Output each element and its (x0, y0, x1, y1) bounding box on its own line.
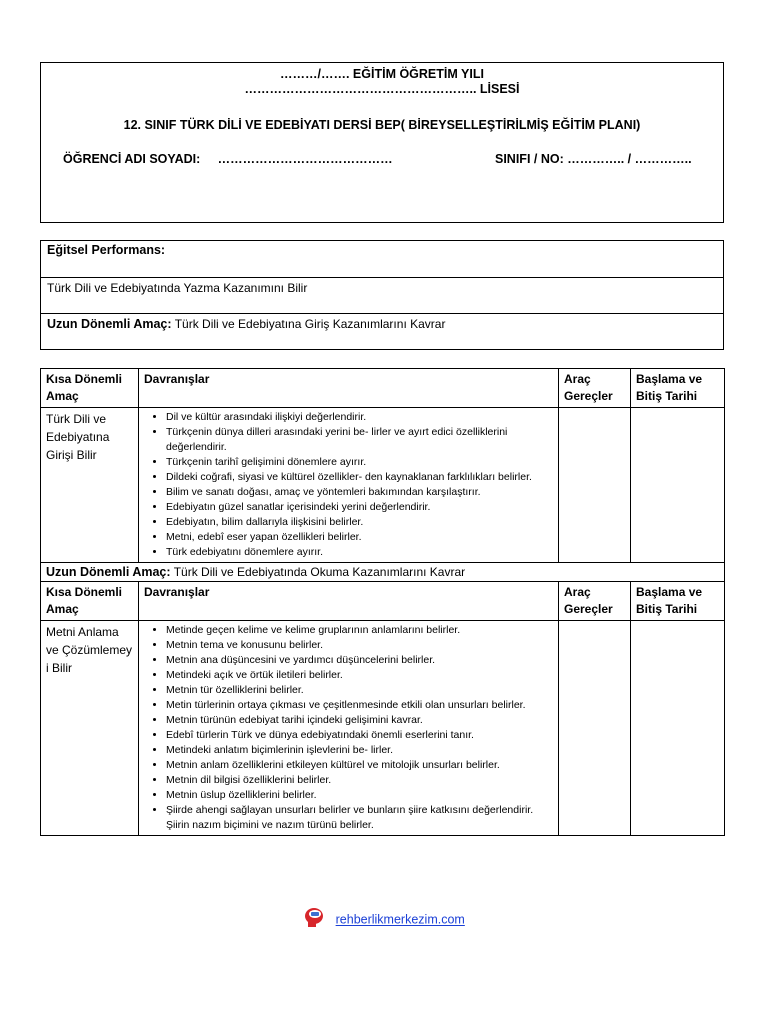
behavior-item: • Metnin anlam özelliklerini etkileyen kültürel ve mitolojik unsurları belirler. (166, 758, 553, 773)
dates-cell (631, 621, 725, 836)
school-name-line: ……………………………………………….. LİSESİ (244, 82, 520, 96)
behaviors-cell (139, 408, 559, 563)
behavior-item: • Metnin dil bilgisi özelliklerini belirler. (166, 773, 553, 788)
behavior-item: • Dil ve kültür arasındaki ilişkiyi değerlendirir. (166, 410, 553, 425)
plan-title: 12. SINIF TÜRK DİLİ VE EDEBİYATI DERSİ BEP( BİREYSELLEŞTİRİLMİŞ EĞİTİM PLANI) (123, 118, 641, 132)
behavior-item: • Şiirde ahengi sağlayan unsurları belirler ve bunların şiire katkısını değerlendirir. Şiirin nazım biçimini ve nazım türünü belirler. (166, 803, 553, 833)
table-header-row (41, 369, 725, 408)
plan-table (40, 368, 725, 836)
website-link[interactable]: rehberlikmerkezim.com (335, 912, 465, 927)
student-name-value: …………………………………… (217, 152, 393, 166)
student-name-label: ÖĞRENCİ ADI SOYADI: (63, 152, 201, 166)
header-tools: Araç Gereçler (559, 582, 631, 621)
long-term-goal-row (41, 563, 725, 582)
behavior-item: • Metnin türünün edebiyat tarihi içindeki gelişimini kavrar. (166, 713, 553, 728)
behavior-item: • Metnin tür özelliklerini belirler. (166, 683, 553, 698)
table-row (41, 408, 725, 563)
plan-header (40, 62, 724, 223)
behavior-item: • Metindeki açık ve örtük iletileri belirler. (166, 668, 553, 683)
student-name-field (63, 152, 393, 166)
tools-cell (559, 408, 631, 563)
behavior-item: • Türk edebiyatını dönemlere ayırır. (166, 545, 553, 560)
behavior-item: • Metnin ana düşüncesini ve yardımcı düşüncelerini belirler. (166, 653, 553, 668)
behavior-list (144, 623, 553, 833)
behavior-item: • Edebiyatın güzel sanatlar içerisindeki yerini değerlendirir. (166, 500, 553, 515)
header-tools: Araç Gereçler (559, 369, 631, 408)
behavior-list (144, 410, 553, 560)
long-term-goal-label: Uzun Dönemli Amaç: (46, 565, 171, 579)
behaviors-cell (139, 621, 559, 836)
header-short-goal: Kısa Dönemli Amaç (41, 369, 139, 408)
long-term-goal-label: Uzun Dönemli Amaç: (47, 317, 172, 331)
tools-cell (559, 621, 631, 836)
class-number-label: SINIFI / NO: (495, 152, 564, 166)
behavior-item: • Metnin tema ve konusunu belirler. (166, 638, 553, 653)
performance-title: Eğitsel Performans: (41, 241, 723, 278)
behavior-item: • Bilim ve sanatı doğası, amaç ve yöntemleri bakımından karşılaştırır. (166, 485, 553, 500)
class-number-field (495, 152, 692, 166)
long-term-goal-1 (41, 314, 723, 350)
long-term-goal-2 (41, 563, 725, 582)
table-row (41, 621, 725, 836)
table-header-row (41, 582, 725, 621)
academic-year-line: ………/……. EĞİTİM ÖĞRETİM YILI (280, 67, 484, 81)
behavior-item: • Dildeki coğrafi, siyasi ve kültürel özellikler- den kaynaklanan farklılıkları belirler. (166, 470, 553, 485)
educational-performance-box (40, 240, 724, 350)
behavior-item: • Metinde geçen kelime ve kelime gruplarının anlamlarını belirler. (166, 623, 553, 638)
performance-text: Türk Dili ve Edebiyatında Yazma Kazanımını Bilir (41, 278, 723, 314)
behavior-item: • Türkçenin tarihî gelişimini dönemlere ayırır. (166, 455, 553, 470)
header-dates: Başlama ve Bitiş Tarihi (631, 582, 725, 621)
header-short-goal: Kısa Dönemli Amaç (41, 582, 139, 621)
long-term-goal-text: Türk Dili ve Edebiyatına Giriş Kazanımlarını Kavrar (174, 317, 446, 331)
behavior-item: • Metni, edebî eser yapan özellikleri belirler. (166, 530, 553, 545)
footer (0, 906, 768, 933)
behavior-item: • Metnin üslup özelliklerini belirler. (166, 788, 553, 803)
header-dates: Başlama ve Bitiş Tarihi (631, 369, 725, 408)
behavior-item: • Metin türlerinin ortaya çıkması ve çeşitlenmesinde etkili olan unsurları belirler. (166, 698, 553, 713)
behavior-item: • Metindeki anlatım biçimlerinin işlevlerini be- lirler. (166, 743, 553, 758)
behavior-item: • Edebî türlerin Türk ve dünya edebiyatındaki önemli eserlerini tanır. (166, 728, 553, 743)
short-goal-cell: Metni Anlama ve Çözümlemey i Bilir (41, 621, 139, 836)
header-behaviors: Davranışlar (139, 369, 559, 408)
short-goal-cell: Türk Dili ve Edebiyatına Girişi Bilir (41, 408, 139, 563)
behavior-item: • Edebiyatın, bilim dallarıyla ilişkisini belirler. (166, 515, 553, 530)
header-behaviors: Davranışlar (139, 582, 559, 621)
head-logo-icon (303, 906, 327, 933)
dates-cell (631, 408, 725, 563)
class-number-value: ………….. / ………….. (567, 152, 692, 166)
long-term-goal-text: Türk Dili ve Edebiyatında Okuma Kazanımlarını Kavrar (173, 565, 466, 579)
behavior-item: • Türkçenin dünya dilleri arasındaki yerini be- lirler ve ayırt edici özelliklerini değerlendirir. (166, 425, 553, 455)
